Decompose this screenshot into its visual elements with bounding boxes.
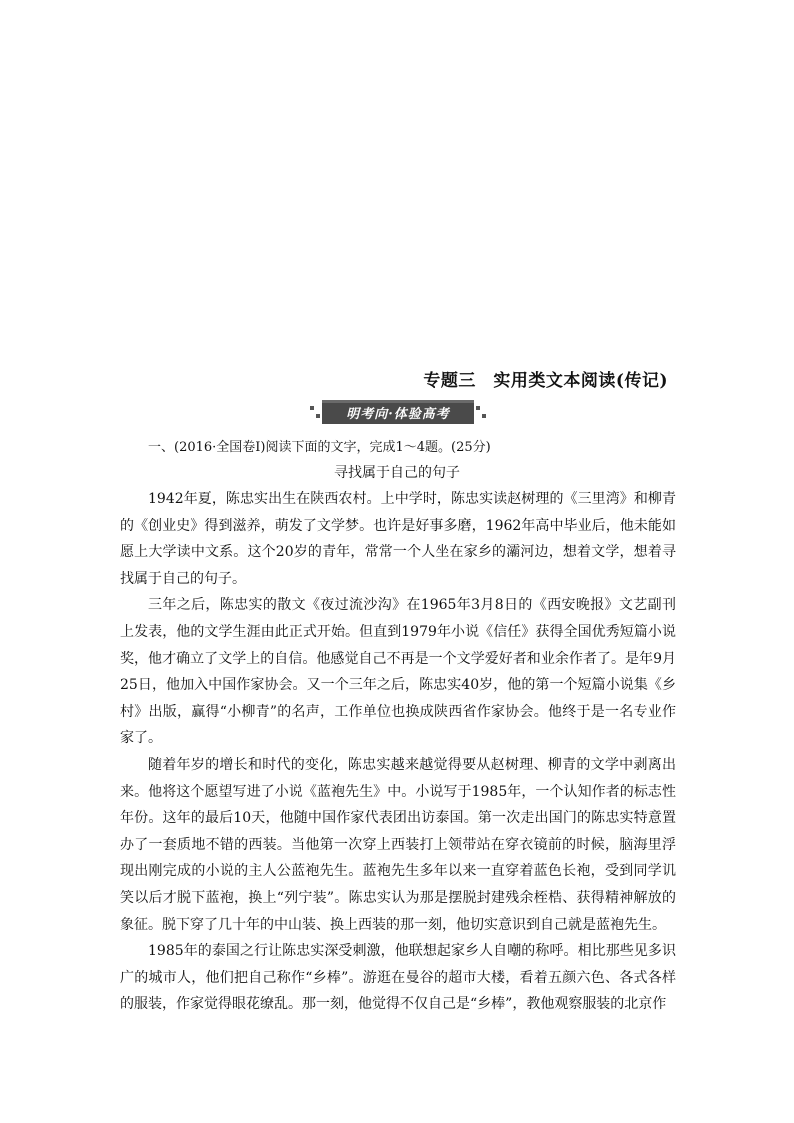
paragraph: 1985年的泰国之行让陈忠实深受刺激，他联想起家乡人自嘲的称呼。相比那些见多识广的城市人，他们把自己称作“乡棒”。游逛在曼谷的超市大楼，看着五颜六色、各式各样的服装，作家觉得眼花缭乱。那一刻，他觉得不仅自己是“乡棒”，教他观察服装的北京作 bbox=[120, 943, 676, 1013]
banner-label: 明考向·体验高考 bbox=[346, 407, 450, 422]
article-body bbox=[120, 486, 676, 1018]
page-title: 专题三 实用类文本阅读(传记) bbox=[423, 371, 668, 391]
paragraph: 1942年夏，陈忠实出生在陕西农村。上中学时，陈忠实读赵树理的《三里湾》和柳青的《创业史》得到滋养，萌发了文学梦。也许是好事多磨，1962年高中毕业后，他未能如愿上大学读中文系。这个20岁的青年，常常一个人坐在家乡的灞河边，想着文学，想着寻找属于自己的句子。 bbox=[120, 491, 676, 587]
section-banner bbox=[310, 400, 486, 424]
paragraph: 随着年岁的增长和时代的变化，陈忠实越来越觉得要从赵树理、柳青的文学中剥离出来。他将这个愿望写进了小说《蓝袍先生》中。小说写于1985年，一个认知作者的标志性年份。这年的最后10天，他随中国作家代表团出访泰国。第一次走出国门的陈忠实特意置办了一套质地不错的西装。当他第一次穿上西装打上领带站在穿衣镜前的时候，脑海里浮现出刚完成的小说的主人公蓝袍先生。蓝袍先生多年以来一直穿着蓝色长袍，受到同学讥笑以后才脱下蓝袍，换上“列宁装”。陈忠实认为那是摆脱封建残余桎梏、获得精神解放的象征。脱下穿了几十年的中山装、换上西装的那一刻，他切实意识到自己就是蓝袍先生。 bbox=[120, 756, 676, 933]
article-title: 寻找属于自己的句子 bbox=[334, 465, 460, 481]
paragraph: 三年之后，陈忠实的散文《夜过流沙沟》在1965年3月8日的《西安晚报》文艺副刊上发表，他的文学生涯由此正式开始。但直到1979年小说《信任》获得全国优秀短篇小说奖，他才确立了文学上的自信。他感觉自己不再是一个文学爱好者和业余作者了。是年9月25日，他加入中国作家协会。又一个三年之后，陈忠实40岁，他的第一个短篇小说集《乡村》出版，赢得“小柳青”的名声，工作单位也换成陕西省作家协会。他终于是一名专业作家了。 bbox=[120, 597, 676, 747]
question-intro: 一、(2016·全国卷Ⅰ)阅读下面的文字，完成1～4题。(25分) bbox=[148, 440, 491, 455]
